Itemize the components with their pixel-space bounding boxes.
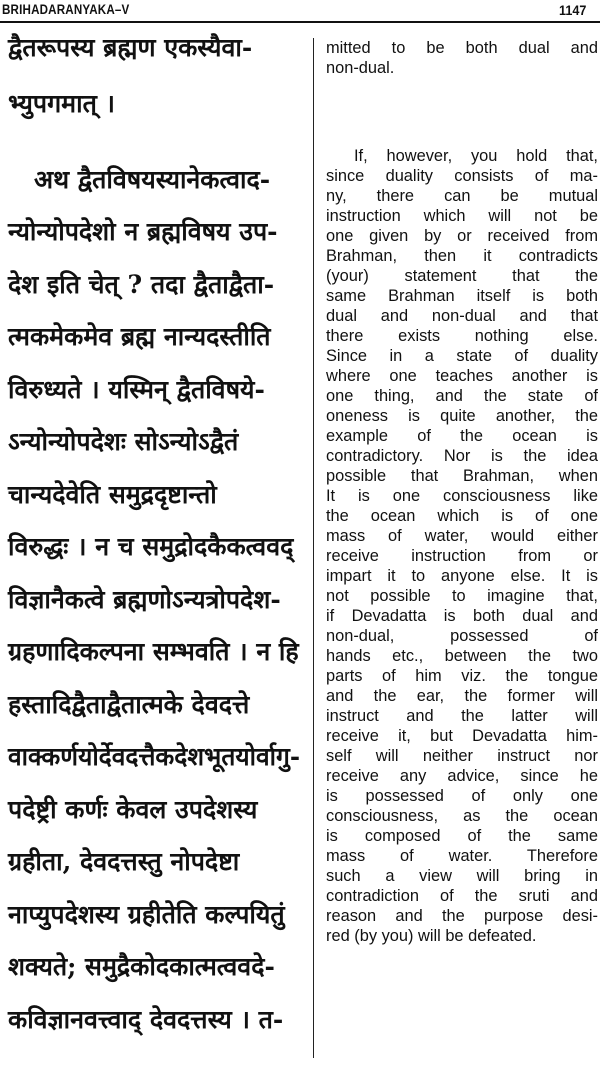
sanskrit-line: त्मकमेकमेव ब्रह्म नान्यदस्तीति (8, 322, 271, 351)
sanskrit-line: विरुध्यते । यस्मिन् द्वैतविषये- (8, 375, 265, 404)
translation-line: dual and non-dual and that (326, 307, 598, 325)
page-header (0, 0, 600, 20)
sanskrit-line: ग्रहणादिकल्पना सम्भवति । न हि (8, 637, 299, 666)
sanskrit-line: ऽन्योन्योपदेशः सोऽन्योऽद्वैतं (8, 427, 239, 456)
translation-line: hands etc., between the two (326, 647, 598, 665)
sanskrit-line: विरुद्धः । न च समुद्रोदकैकत्ववद् (8, 532, 294, 561)
translation-line: contradictory. Nor is the idea (326, 447, 598, 465)
translation-line: mass of water, would either (326, 527, 598, 545)
sanskrit-line: द्वैतरूपस्य ब्रह्मण एकस्यैवा- (8, 33, 253, 62)
translation-line: red (by you) will be defeated. (326, 927, 537, 945)
sanskrit-line: हस्तादिद्वैताद्वैतात्मके देवदत्ते (8, 690, 250, 719)
translation-line: non-dual, possessed of (326, 627, 598, 645)
translation-line: where one teaches another is (326, 367, 598, 385)
sanskrit-line: विज्ञानैकत्वे ब्रह्मणोऽन्यत्रोपदेश- (8, 585, 281, 614)
sanskrit-line: देश इति चेत् ? तदा द्वैताद्वैता- (8, 270, 275, 299)
translation-line: reason and the purpose desi- (326, 907, 598, 925)
sanskrit-line: शक्यते; समुद्रैकोदकात्मत्ववदे- (8, 952, 275, 981)
translation-line: impart it to anyone else. It is (326, 567, 598, 585)
translation-line: receive any advice, since he (326, 767, 598, 785)
translation-line: mass of water. Therefore (326, 847, 598, 865)
translation-line: ny, there can be mutual (326, 187, 598, 205)
translation-line: same Brahman itself is both (326, 287, 598, 305)
translation-line: mitted to be both dual and (326, 39, 598, 57)
translation-line: possible that Brahman, when (326, 467, 598, 485)
sanskrit-line: चान्यदेवेति समुद्रदृष्टान्तो (8, 480, 217, 509)
translation-line: is possessed of only one (326, 787, 598, 805)
translation-line: Brahman, then it contradicts (326, 247, 598, 265)
translation-line: non-dual. (326, 59, 395, 77)
translation-line: the ocean which is of one (326, 507, 598, 525)
translation-line: instruction which will not be (326, 207, 598, 225)
translation-line: (your) statement that the (326, 267, 598, 285)
header-rule (0, 21, 600, 23)
sanskrit-line: न्योन्योपदेशो न ब्रह्मविषय उप- (8, 217, 278, 246)
translation-line: such a view will bring in (326, 867, 598, 885)
translation-line: not possible to imagine that, (326, 587, 598, 605)
translation-line: contradiction of the sruti and (326, 887, 598, 905)
translation-line: self will neither instruct nor (326, 747, 598, 765)
sanskrit-line: पदेष्ट्री कर्णः केवल उपदेशस्य (8, 795, 258, 824)
translation-line: receive it, but Devadatta him- (326, 727, 598, 745)
sanskrit-line: भ्युपगमात् । (8, 89, 116, 118)
sanskrit-line: नाप्युपदेशस्य ग्रहीतेति कल्पयितुं (8, 900, 285, 929)
translation-line: since duality consists of ma- (326, 167, 598, 185)
translation-line: is composed of the same (326, 827, 598, 845)
translation-line: It is one consciousness like (326, 487, 598, 505)
translation-line: one thing, and the state of (326, 387, 598, 405)
translation-line: receive instruction from or (326, 547, 598, 565)
sanskrit-line: ग्रहीता, देवदत्तस्तु नोपदेष्टा (8, 847, 240, 876)
translation-line: If, however, you hold that, (354, 147, 598, 165)
translation-line: oneness is quite another, the (326, 407, 598, 425)
translation-line: instruct and the latter will (326, 707, 598, 725)
sanskrit-line: वाक्कर्णयोर्देवदत्तैकदेशभूतयोर्वागु- (8, 742, 301, 771)
sanskrit-line: कविज्ञानवत्त्वाद् देवदत्तस्य । त- (8, 1005, 284, 1034)
sanskrit-line: अथ द्वैतविषयस्यानेकत्वाद- (34, 165, 271, 194)
column-divider (313, 38, 314, 1058)
running-head: BRIHADARANYAKA–V (2, 2, 130, 17)
translation-line: if Devadatta is both dual and (326, 607, 598, 625)
translation-line: example of the ocean is (326, 427, 598, 445)
translation-line: one given by or received from (326, 227, 598, 245)
translation-line: and the ear, the former will (326, 687, 598, 705)
translation-line: Since in a state of duality (326, 347, 598, 365)
translation-line: there exists nothing else. (326, 327, 598, 345)
page-number: 1147 (558, 2, 586, 18)
translation-line: consciousness, as the ocean (326, 807, 598, 825)
translation-line: parts of him viz. the tongue (326, 667, 598, 685)
